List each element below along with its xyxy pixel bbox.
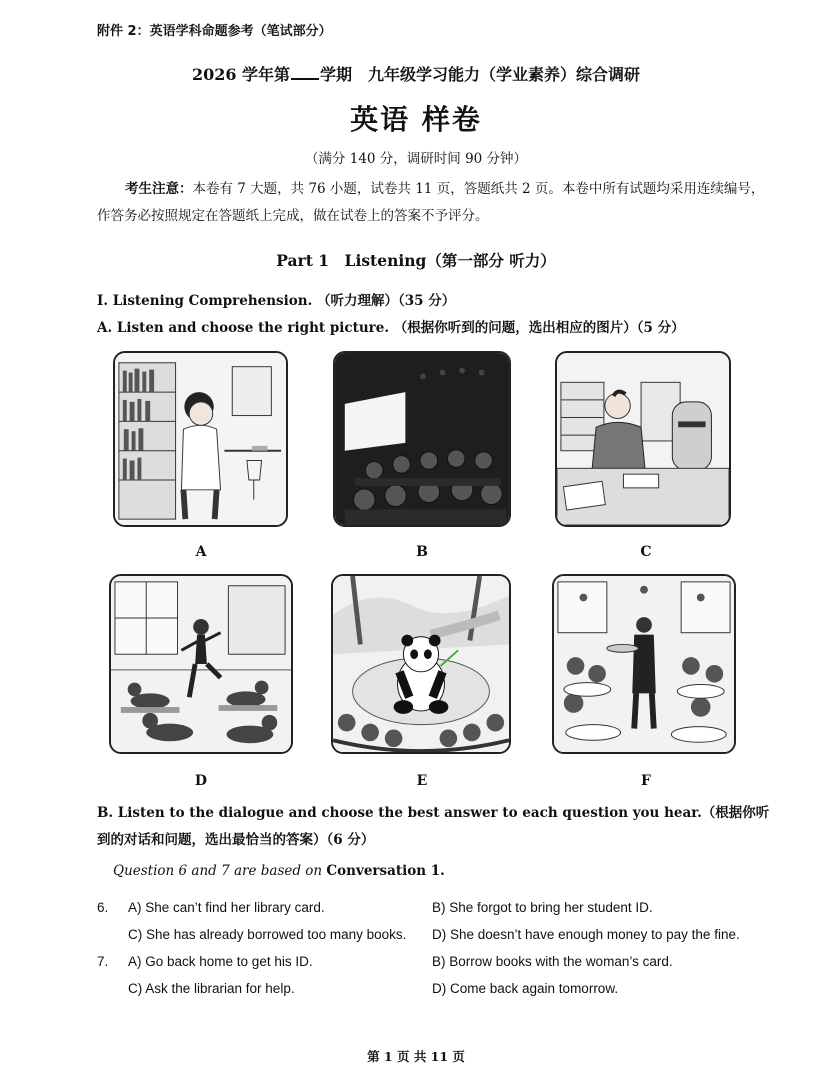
picture-f [552, 574, 736, 754]
exam-year: 2026 学年第 [191, 65, 291, 84]
subsection-b-heading: B. Listen to the dialogue and choose the best answer to each question you hear.（根据你听到的对话和问题，选出最恰当的答案）（6 分） [97, 805, 770, 848]
yoga-class-icon [111, 576, 291, 752]
picture-label: E [416, 773, 428, 789]
option-a: A) She can’t find her library card. [128, 900, 325, 915]
picture-a [113, 351, 288, 527]
picture-c [555, 351, 731, 527]
option-b: B) Borrow books with the woman’s card. [432, 954, 673, 969]
exam-name: 学期 九年级学习能力（学业素养）综合调研 [320, 65, 641, 84]
picture-b [333, 351, 511, 527]
picture-label: C [640, 544, 652, 560]
post-office-icon [557, 353, 729, 525]
option-c: C) She has already borrowed too many books. [128, 927, 407, 942]
page-title: 英语 样卷 [350, 103, 482, 136]
picture-label: B [416, 544, 428, 560]
option-d: D) Come back again tomorrow. [432, 981, 619, 996]
question-number: 6. [97, 900, 109, 915]
option-a: A) Go back home to get his ID. [128, 954, 313, 969]
question-number: 7. [97, 954, 109, 969]
picture-e [331, 574, 511, 754]
picture-label: F [641, 773, 651, 789]
attachment-label: 附件 2：英语学科命题参考（笔试部分） [97, 24, 332, 39]
option-d: D) She doesn’t have enough money to pay the fine. [432, 927, 740, 942]
score-time-info: （满分 140 分，调研时间 90 分钟） [304, 151, 528, 167]
notice-text: 本卷有 7 大题，共 76 小题，试卷共 11 页，答题纸共 2 页。本卷中所有试题均采用连续编号，作答务必按照规定在答题纸上完成，做在试卷上的答案不予评分。 [97, 181, 765, 224]
conversation-note-bold: Conversation 1. [326, 863, 445, 879]
picture-d [109, 574, 293, 754]
term-blank [291, 64, 319, 80]
picture-label: D [194, 773, 208, 789]
cinema-icon [335, 353, 509, 525]
subsection-a-heading: A. Listen and choose the right picture. （根据你听到的问题，选出相应的图片）（5 分） [97, 320, 685, 336]
conversation-note-italic: Question 6 and 7 are based on [113, 863, 323, 879]
section-heading: I. Listening Comprehension. （听力理解）（35 分） [97, 293, 456, 309]
conversation-note [113, 863, 445, 879]
option-b: B) She forgot to bring her student ID. [432, 900, 653, 915]
restaurant-icon [554, 576, 734, 752]
library-icon [115, 353, 286, 525]
option-c: C) Ask the librarian for help. [128, 981, 295, 996]
notice-label: 考生注意： [125, 181, 193, 197]
candidate-notice [97, 176, 765, 230]
picture-label: A [195, 544, 207, 560]
page-number: 第 1 页 共 11 页 [367, 1049, 465, 1064]
part-heading: Part 1 Listening（第一部分 听力） [276, 251, 556, 270]
panda-zoo-icon [333, 576, 509, 752]
exam-header [0, 62, 832, 85]
